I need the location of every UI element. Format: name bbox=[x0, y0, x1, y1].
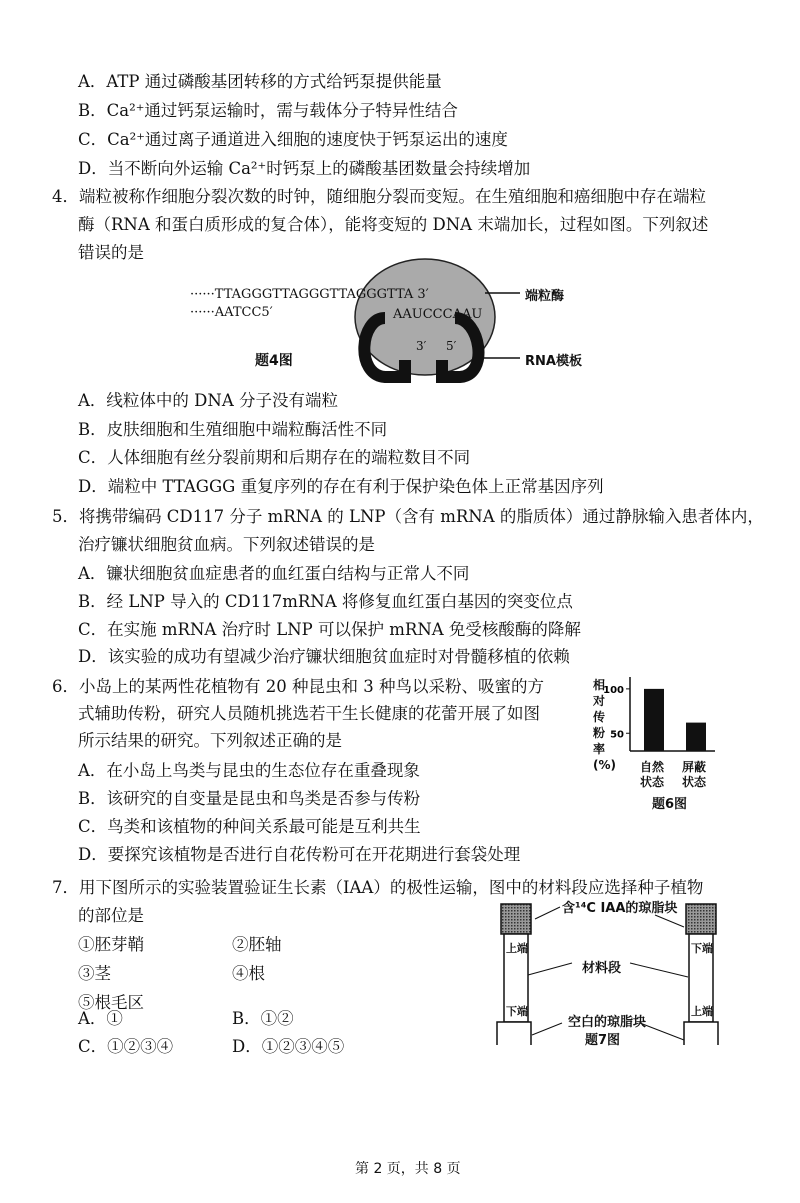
q7-stem-2: 的部位是 bbox=[78, 906, 144, 925]
y-tick-label: 50 bbox=[610, 729, 624, 741]
q4-stem-1: 4．端粒被称作细胞分裂次数的时钟，随细胞分裂而变短。在生殖细胞和癌细胞中存在端粒 bbox=[52, 187, 706, 206]
q7-part-5: ⑤根毛区 bbox=[78, 993, 144, 1012]
q3-option-d: D．当不断向外运输 Ca²⁺时钙泵上的磷酸基团数量会持续增加 bbox=[78, 159, 531, 178]
q6-option-a: A．在小岛上鸟类与昆虫的生态位存在重叠现象 bbox=[78, 761, 420, 780]
x-label-natural: 自然状态 bbox=[640, 760, 665, 789]
label-blank-agar: 空白的琼脂块 bbox=[568, 1015, 647, 1030]
bar-0 bbox=[644, 689, 664, 751]
q6-bar-chart bbox=[580, 665, 740, 815]
q7-part-2: ②胚轴 bbox=[232, 935, 282, 954]
q4-option-a: A．线粒体中的 DNA 分子没有端粒 bbox=[78, 391, 338, 410]
dna-top-strand: ······TTAGGGTTAGGGTTAGGGTTA 3′ bbox=[190, 287, 429, 302]
q7-figure bbox=[490, 895, 740, 1048]
q5-option-b: B．经 LNP 导入的 CD117mRNA 将修复血红蛋白基因的突变位点 bbox=[78, 592, 573, 611]
q4-figure bbox=[180, 255, 620, 385]
q7-part-1: ①胚芽鞘 bbox=[78, 935, 144, 954]
bar-1 bbox=[686, 723, 706, 751]
label-material-segment: 材料段 bbox=[582, 961, 622, 976]
label-rna-template: RNA模板 bbox=[525, 354, 582, 369]
q4-option-c: C．人体细胞有丝分裂前期和后期存在的端粒数目不同 bbox=[78, 448, 471, 467]
x-label-shielded: 屏蔽状态 bbox=[682, 760, 707, 789]
q7-option-c: C．①②③④ bbox=[78, 1037, 174, 1056]
label-telomerase: 端粒酶 bbox=[525, 289, 565, 304]
q3-option-a: A．ATP 通过磷酸基团转移的方式给钙泵提供能量 bbox=[78, 72, 442, 91]
q5-stem-2: 治疗镰状细胞贫血病。下列叙述错误的是 bbox=[78, 535, 375, 554]
figure-6-caption: 题6图 bbox=[652, 797, 688, 812]
q7-option-b: B．①② bbox=[232, 1009, 294, 1028]
q7-option-d: D．①②③④⑤ bbox=[232, 1037, 345, 1056]
figure-7-caption: 题7图 bbox=[585, 1033, 621, 1048]
q7-stem-1: 7．用下图所示的实验装置验证生长素（IAA）的极性运输，图中的材料段应选择种子植物 bbox=[52, 878, 704, 897]
q7-option-a: A．① bbox=[78, 1009, 123, 1028]
q4-option-b: B．皮肤细胞和生殖细胞中端粒酶活性不同 bbox=[78, 420, 388, 439]
q3-option-b: B．Ca²⁺通过钙泵运输时，需与载体分子特异性结合 bbox=[78, 101, 458, 120]
page-footer: 第 2 页，共 8 页 bbox=[355, 1161, 461, 1177]
q6-option-d: D．要探究该植物是否进行自花传粉可在开花期进行套袋处理 bbox=[78, 845, 521, 864]
q7-part-4: ④根 bbox=[232, 964, 265, 983]
q7-part-3: ③茎 bbox=[78, 964, 111, 983]
q5-stem-1: 5．将携带编码 CD117 分子 mRNA 的 LNP（含有 mRNA 的脂质体）通过静脉输入患者体内， bbox=[52, 507, 764, 526]
chart-ylabel: 相对传粉率(%) bbox=[593, 678, 616, 772]
rna-5-prime: 5′ bbox=[446, 339, 457, 353]
q6-stem-2: 式辅助传粉，研究人员随机挑选若干生长健康的花蕾开展了如图 bbox=[78, 704, 540, 723]
right-upper-end: 上端 bbox=[691, 1005, 713, 1018]
q6-stem-3: 所示结果的研究。下列叙述正确的是 bbox=[78, 731, 342, 750]
q4-stem-2: 酶（RNA 和蛋白质形成的复合体），能将变短的 DNA 末端加长，过程如图。下列叙述 bbox=[78, 215, 709, 234]
q6-stem-1: 6．小岛上的某两性花植物有 20 种昆虫和 3 种鸟以采粉、吸蜜的方 bbox=[52, 677, 544, 696]
rna-template-seq: AAUCCCAAU bbox=[393, 307, 483, 322]
q6-option-c: C．鸟类和该植物的种间关系最可能是互利共生 bbox=[78, 817, 421, 836]
q5-option-d: D．该实验的成功有望减少治疗镰状细胞贫血症时对骨髓移植的依赖 bbox=[78, 647, 570, 666]
q5-option-c: C．在实施 mRNA 治疗时 LNP 可以保护 mRNA 免受核酸酶的降解 bbox=[78, 620, 581, 639]
q3-option-c: C．Ca²⁺通过离子通道进入细胞的速度快于钙泵运出的速度 bbox=[78, 130, 508, 149]
left-upper-end: 上端 bbox=[506, 942, 528, 955]
q4-option-d: D．端粒中 TTAGGG 重复序列的存在有利于保护染色体上正常基因序列 bbox=[78, 477, 604, 496]
rna-3-prime: 3′ bbox=[416, 339, 427, 353]
left-lower-end: 下端 bbox=[506, 1005, 528, 1018]
right-lower-end: 下端 bbox=[691, 942, 713, 955]
y-tick-label: 100 bbox=[603, 684, 624, 696]
dna-bottom-strand: ······AATCC5′ bbox=[190, 305, 273, 320]
q5-option-a: A．镰状细胞贫血症患者的血红蛋白结构与正常人不同 bbox=[78, 564, 470, 583]
figure-4-caption: 题4图 bbox=[255, 353, 293, 369]
label-iaa-agar: 含¹⁴C IAA的琼脂块 bbox=[562, 901, 678, 916]
q4-stem-3: 错误的是 bbox=[78, 243, 144, 262]
q6-option-b: B．该研究的自变量是昆虫和鸟类是否参与传粉 bbox=[78, 789, 421, 808]
